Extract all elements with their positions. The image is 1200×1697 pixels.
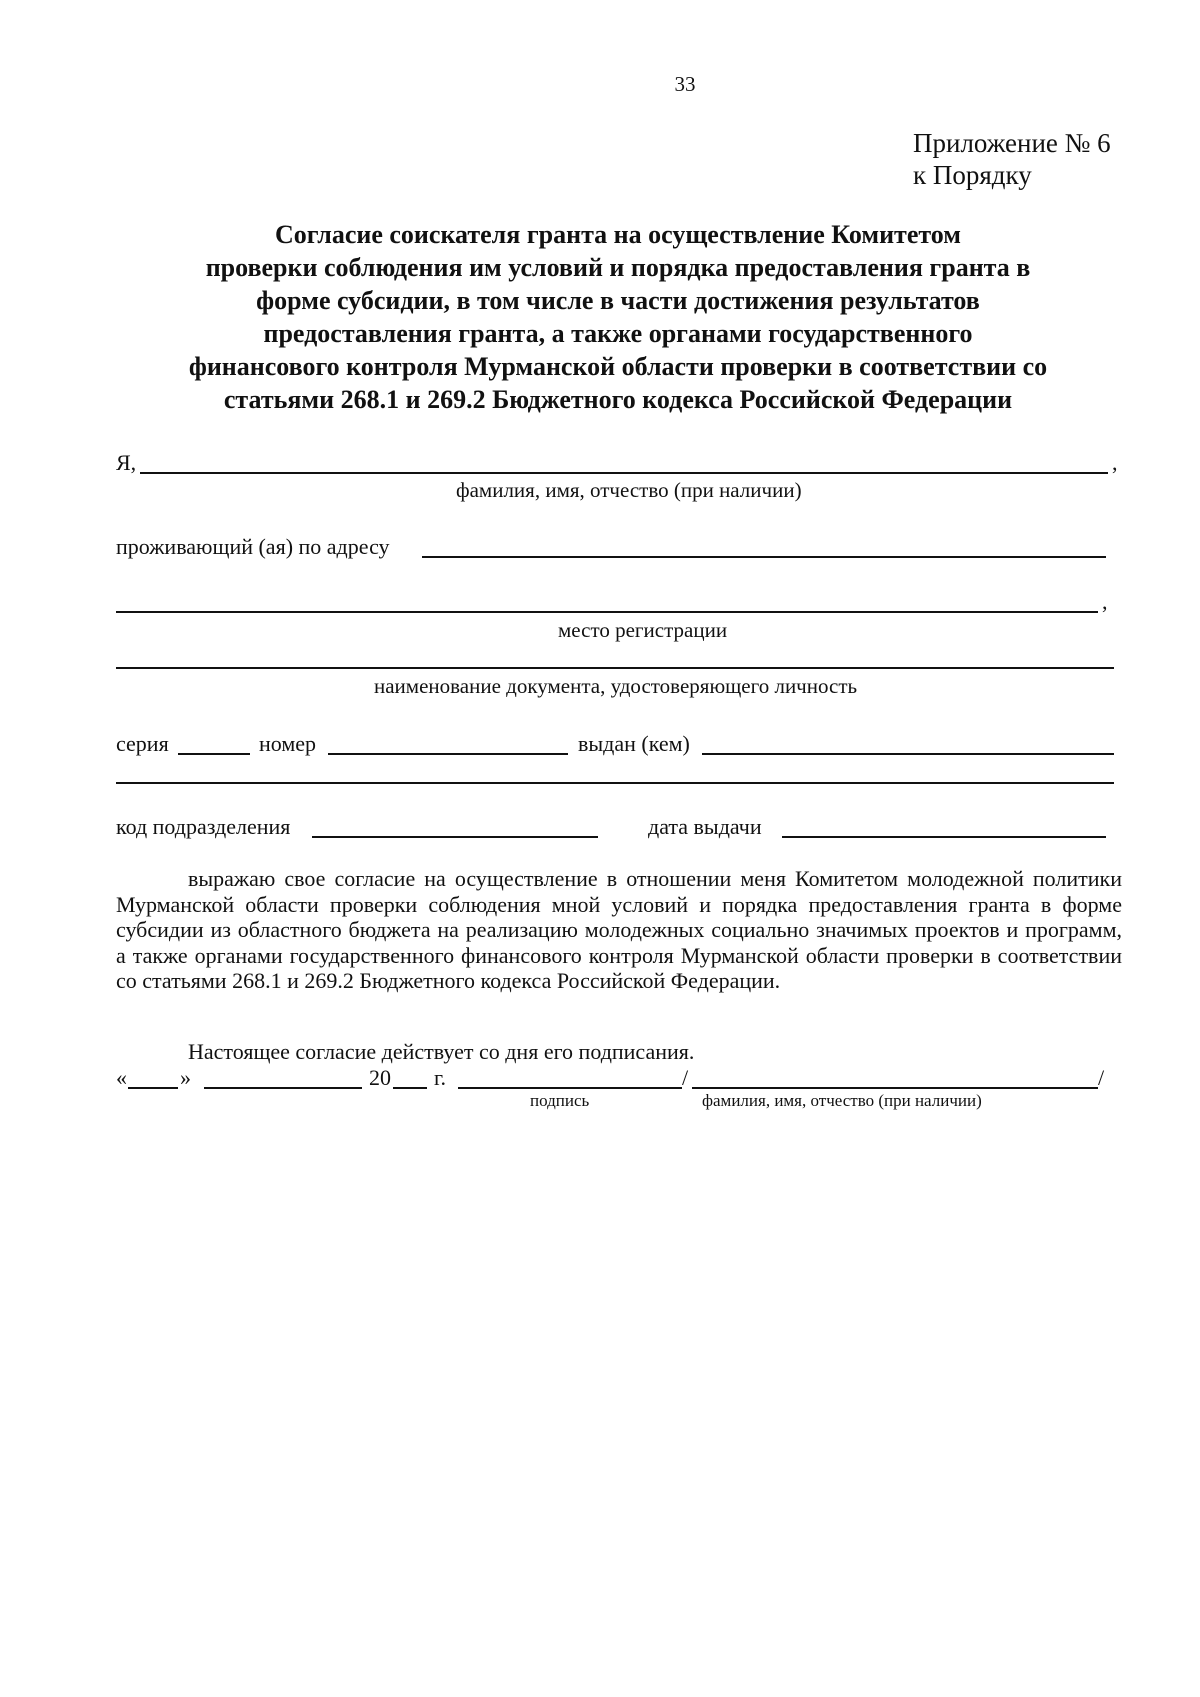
title-line: предоставления гранта, а также органами государственного [263, 319, 973, 348]
close-quote: » [180, 1065, 191, 1090]
appendix-reference [913, 127, 1111, 191]
title-line: форме субсидии, в том числе в части достижения результатов [256, 286, 980, 315]
year-suffix: г. [434, 1065, 447, 1090]
full-name-caption: фамилия, имя, отчество (при наличии) [456, 478, 802, 502]
signer-name-field[interactable] [692, 1087, 1098, 1089]
passport-row [116, 729, 1116, 759]
full-name-row [116, 448, 1116, 478]
i-label: Я, [116, 450, 137, 475]
full-name-field[interactable] [140, 472, 1108, 474]
year-prefix: 20 [369, 1065, 391, 1090]
division-code-label: код подразделения [116, 814, 291, 839]
open-quote: « [116, 1065, 127, 1090]
signature-caption: подпись [530, 1091, 590, 1110]
registration-field[interactable] [116, 611, 1098, 613]
document-row [116, 643, 1116, 673]
slash: / [682, 1065, 689, 1090]
issued-by-label: выдан (кем) [578, 731, 690, 756]
address-label: проживающий (ая) по адресу [116, 534, 390, 559]
division-row [116, 812, 1116, 842]
title-line: финансового контроля Мурманской области проверки в соответствии со [188, 352, 1048, 381]
registration-caption: место регистрации [558, 618, 728, 642]
signature-row [116, 1063, 1116, 1093]
number-label: номер [259, 731, 317, 756]
comma: , [1102, 589, 1108, 614]
series-label: серия [116, 731, 169, 756]
title-line: Согласие соискателя гранта на осуществление Комитетом [274, 220, 962, 249]
document-title [118, 218, 1118, 416]
day-field[interactable] [128, 1087, 178, 1089]
address-field[interactable] [422, 556, 1106, 558]
number-field[interactable] [328, 753, 568, 755]
appendix-number: Приложение № 6 [913, 128, 1111, 158]
appendix-order: к Порядку [913, 160, 1032, 190]
page-number: 33 [674, 72, 696, 96]
signer-name-caption: фамилия, имя, отчество (при наличии) [702, 1091, 982, 1110]
consent-paragraph: выражаю свое согласие на осуществление в отношении меня Комитетом молодежной политики Мурманской области проверки соблюдения мной условий и порядка предоставления гранта в форме субсидии из областного бюджета на реализацию молодежных социально значимых проектов и программ, а также органами государственного финансового контроля Мурманской области проверки в соответствии со статьями 268.1 и 269.2 Бюджетного кодекса Российской Федерации. [116, 866, 1122, 993]
issue-date-label: дата выдачи [648, 814, 762, 839]
document-field[interactable] [116, 667, 1114, 669]
signature-field[interactable] [458, 1087, 682, 1089]
issued-by-continuation-row [116, 758, 1116, 788]
registration-row [116, 587, 1116, 617]
title-line: проверки соблюдения им условий и порядка предоставления гранта в [205, 253, 1031, 282]
month-field[interactable] [204, 1087, 362, 1089]
comma: , [1112, 450, 1118, 475]
series-field[interactable] [178, 753, 250, 755]
title-line: статьями 268.1 и 269.2 Бюджетного кодекса Российской Федерации [223, 385, 1013, 414]
issued-by-continuation-field[interactable] [116, 782, 1114, 784]
issued-by-field[interactable] [702, 753, 1114, 755]
issue-date-field[interactable] [782, 836, 1106, 838]
document-caption: наименование документа, удостоверяющего личность [374, 674, 858, 698]
slash: / [1098, 1065, 1105, 1090]
consent-validity: Настоящее согласие действует со дня его подписания. [188, 1039, 695, 1064]
address-row [116, 532, 1116, 562]
year-field[interactable] [393, 1087, 427, 1089]
division-code-field[interactable] [312, 836, 598, 838]
